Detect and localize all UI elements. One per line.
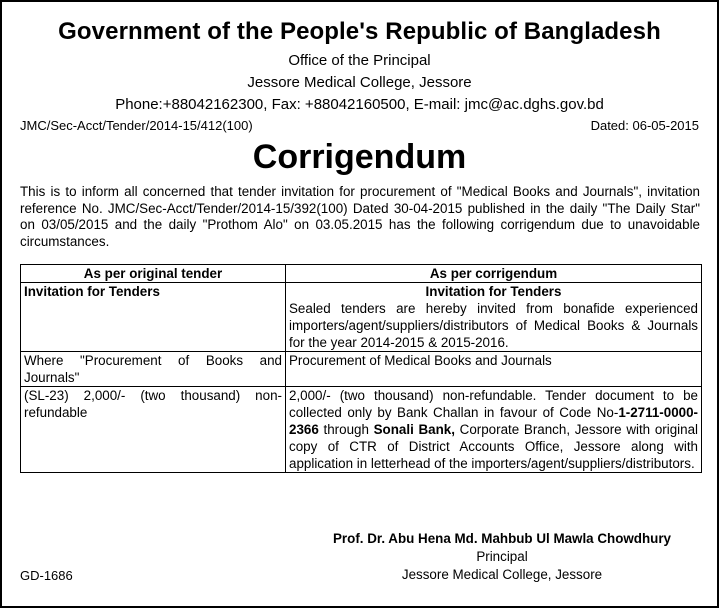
reference-date: Dated: 06-05-2015 <box>590 118 699 133</box>
row1-corrigendum <box>286 283 702 352</box>
row3-bank-name: Sonali Bank, <box>373 422 455 437</box>
row2-original: Where "Procurement of Books and Journals" <box>21 352 286 387</box>
signature-block <box>302 530 702 584</box>
government-title: Government of the People's Republic of Bangladesh <box>58 18 661 45</box>
table-row <box>21 283 702 352</box>
row2-corrigendum: Procurement of Medical Books and Journals <box>286 352 702 387</box>
institution-line: Jessore Medical College, Jessore <box>247 74 472 91</box>
row1-original: Invitation for Tenders <box>21 283 286 352</box>
table-header-row <box>21 265 702 283</box>
corrigendum-heading: Corrigendum <box>252 138 467 176</box>
header-original: As per original tender <box>21 265 286 283</box>
office-line: Office of the Principal <box>288 52 431 69</box>
row3-corrigendum <box>286 387 702 473</box>
signatory-name: Prof. Dr. Abu Hena Md. Mahbub Ul Mawla Chowdhury <box>333 531 671 546</box>
corrigendum-table <box>20 264 702 473</box>
table-row <box>21 387 702 473</box>
row3-text-part1: 2,000/- (two thousand) non-refundable. Tender document to be collected only by Bank Challan in favour of Code No- <box>289 388 698 420</box>
row3-text-part2: through <box>318 422 374 437</box>
signatory-designation: Principal <box>476 549 528 564</box>
signatory-institution: Jessore Medical College, Jessore <box>401 567 603 582</box>
row1-corrigendum-title: Invitation for Tenders <box>425 284 562 299</box>
intro-paragraph: This is to inform all concerned that tender invitation for procurement of "Medical Books and Journals", invitation reference No. JMC/Sec-Acct/Tender/2014-15/392(100) Dated 30-04-2015 published in the daily "The Daily Star" on 03/05/2015 and the daily "Prothom Alo" on 03.05.2015 has the following corrigendum due to unavoidable circumstances. <box>20 184 700 249</box>
row3-bank-code: 1-2711-0000-2366 <box>289 405 698 437</box>
contact-line: Phone:+88042162300, Fax: +88042160500, E-mail: jmc@ac.dghs.gov.bd <box>115 96 604 113</box>
gd-code: GD-1686 <box>20 568 73 583</box>
reference-number: JMC/Sec-Acct/Tender/2014-15/412(100) <box>20 118 253 133</box>
row1-corrigendum-text: Sealed tenders are hereby invited from bonafide experienced importers/agent/suppliers/distributors of Medical Books & Journals for the year 2014-2015 & 2015-2016. <box>289 301 698 350</box>
table-row <box>21 352 702 387</box>
row3-text-part3: Corporate Branch, Jessore with original copy of CTR of District Accounts Office, Jessore along with application in letterhead of the importers/agent/suppliers/distributors. <box>289 422 698 471</box>
row3-original: (SL-23) 2,000/- (two thousand) non-refundable <box>21 387 286 473</box>
header-corrigendum: As per corrigendum <box>286 265 702 283</box>
